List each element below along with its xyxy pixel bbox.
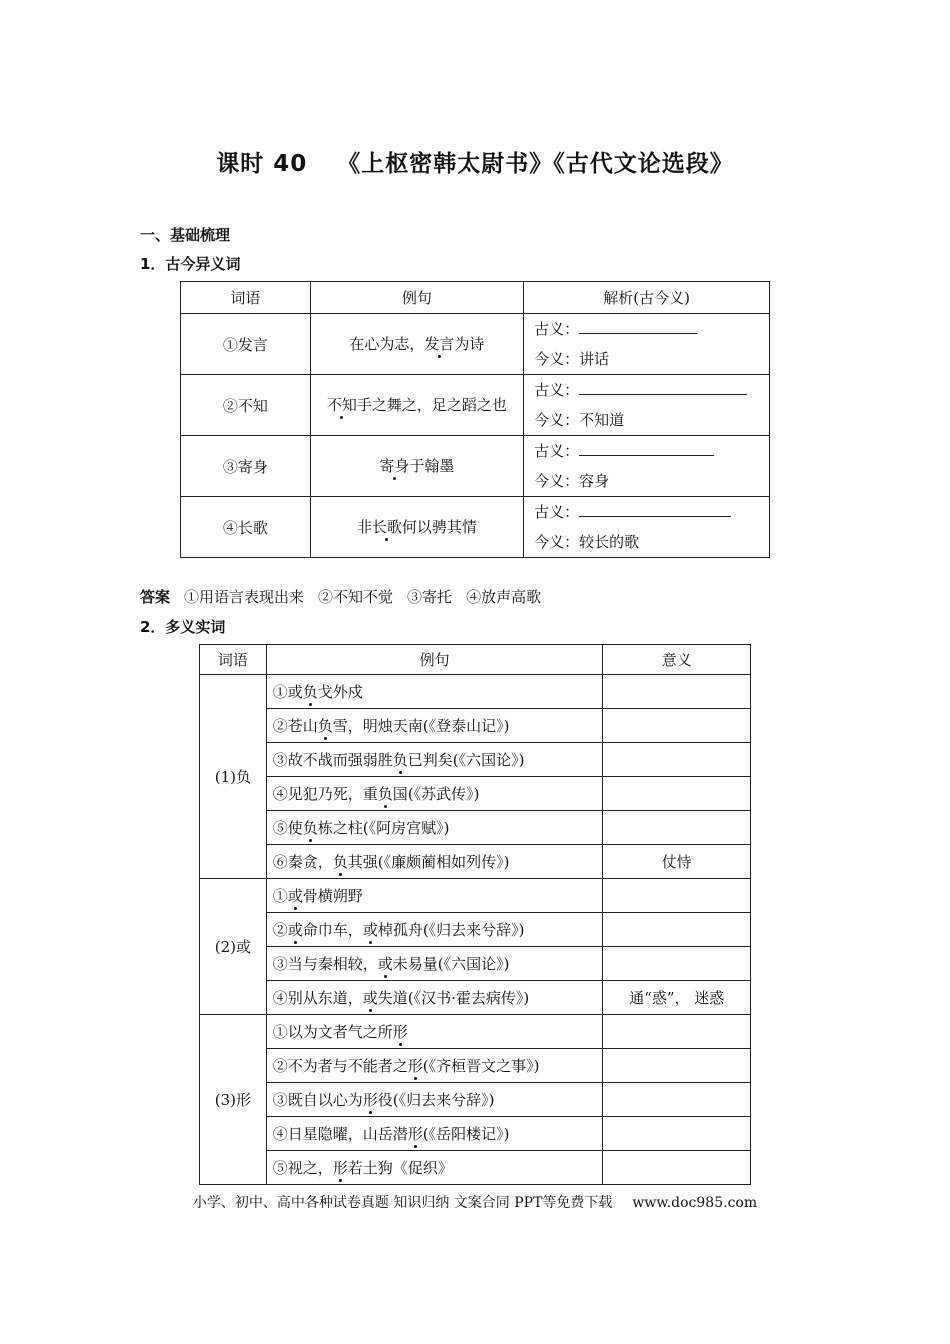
sentence-text: 非 bbox=[356, 517, 372, 536]
sentence-cell bbox=[266, 1083, 603, 1117]
sentence-text: ③既自以心为 bbox=[272, 1091, 363, 1109]
emphasized-word: 负 bbox=[317, 717, 333, 735]
sentence-text: 役(《归去来兮辞》) bbox=[377, 1091, 495, 1109]
word-cell: (1)负 bbox=[200, 675, 267, 879]
header-word: 词语 bbox=[181, 282, 311, 314]
ancient-modern-words-table bbox=[180, 281, 770, 558]
sentence-cell bbox=[266, 743, 603, 777]
table-row bbox=[181, 497, 770, 558]
sentence-text: ①以为文者气之所 bbox=[272, 1023, 393, 1041]
analysis-cell bbox=[524, 497, 770, 558]
sentence-text: ③当与秦相较， bbox=[272, 955, 378, 973]
emphasized-word: 形 bbox=[332, 1159, 348, 1177]
table-row bbox=[200, 709, 751, 743]
meaning-cell bbox=[603, 777, 751, 811]
sentence-cell bbox=[266, 981, 603, 1015]
table-row bbox=[200, 1151, 751, 1185]
table-row bbox=[200, 947, 751, 981]
emphasized-word: 形 bbox=[407, 1125, 423, 1143]
word-cell: ③寄身 bbox=[181, 436, 311, 497]
ancient-label: 古义： bbox=[534, 320, 580, 338]
meaning-cell bbox=[603, 947, 751, 981]
ancient-meaning bbox=[534, 375, 769, 405]
sentence-text: 栋之柱(《阿房宫赋》) bbox=[317, 819, 450, 837]
header-analysis: 解析(古今义) bbox=[524, 282, 770, 314]
ancient-label: 古义： bbox=[534, 442, 580, 460]
sentence-text: 为诗 bbox=[454, 334, 485, 353]
answer-blank bbox=[579, 441, 714, 456]
table-row bbox=[200, 777, 751, 811]
title-works: 《上枢密韩太尉书》《古代文论选段》 bbox=[337, 151, 734, 177]
sentence-text: 国(《苏武传》) bbox=[392, 785, 480, 803]
header-meaning: 意义 bbox=[603, 645, 751, 675]
sentence-text: ④见犯乃死，重 bbox=[272, 785, 378, 803]
meaning-cell bbox=[603, 709, 751, 743]
emphasized-word: 或 bbox=[287, 887, 303, 905]
emphasized-word: 形 bbox=[392, 1023, 408, 1041]
sentence-text: ① bbox=[272, 887, 288, 905]
sentence-text: 于翰墨 bbox=[409, 456, 455, 475]
emphasized-word: 或 bbox=[377, 955, 393, 973]
example-cell bbox=[310, 497, 524, 558]
sentence-cell bbox=[266, 879, 603, 913]
word-cell: (3)形 bbox=[200, 1015, 267, 1185]
ancient-label: 古义： bbox=[534, 381, 580, 399]
emphasized-word: 形 bbox=[407, 1057, 423, 1075]
sentence-text: (《岳阳楼记》) bbox=[422, 1125, 510, 1143]
sentence-text: 何以骋其情 bbox=[401, 517, 477, 536]
answer-blank bbox=[579, 502, 731, 517]
meaning-cell: 仗恃 bbox=[603, 845, 751, 879]
sentence-text: ⑤使 bbox=[272, 819, 303, 837]
sentence-text: ⑤视之， bbox=[272, 1159, 333, 1177]
polysemous-words-table bbox=[199, 644, 751, 1185]
emphasized-word: 负 bbox=[332, 853, 348, 871]
sentence-text: 命巾车， bbox=[302, 921, 363, 939]
ancient-meaning bbox=[534, 436, 769, 466]
table-row bbox=[200, 1117, 751, 1151]
emphasized-word: 负 bbox=[302, 819, 318, 837]
emphasized-word: 或 bbox=[362, 921, 378, 939]
table-row bbox=[200, 743, 751, 777]
modern-meaning: 今义：较长的歌 bbox=[534, 533, 640, 551]
header-word: 词语 bbox=[200, 645, 267, 675]
table-row bbox=[181, 375, 770, 436]
footer-text: 小学、初中、高中各种试卷真题 知识归纳 文案合同 PPT等免费下载 bbox=[192, 1195, 613, 1211]
meaning-cell bbox=[603, 1015, 751, 1049]
meaning-cell bbox=[603, 1117, 751, 1151]
sentence-cell bbox=[266, 1015, 603, 1049]
meaning-cell bbox=[603, 879, 751, 913]
sentence-text: 骨横朔野 bbox=[302, 887, 363, 905]
sentence-text: 手之舞之，足之蹈之也 bbox=[356, 395, 507, 414]
sentence-text: 已判矣(《六国论》) bbox=[407, 751, 525, 769]
word-cell: ①发言 bbox=[181, 314, 311, 375]
sentence-cell bbox=[266, 913, 603, 947]
page-footer bbox=[0, 1192, 950, 1212]
meaning-cell: 通“惑”， 迷惑 bbox=[603, 981, 751, 1015]
answer-blank bbox=[579, 380, 747, 395]
table-row bbox=[200, 981, 751, 1015]
emphasized-word: 负 bbox=[392, 751, 408, 769]
header-example: 例句 bbox=[266, 645, 603, 675]
subheading-ancient-modern-words: 1．古今异义词 bbox=[140, 255, 241, 273]
sentence-text: 未易量(《六国论》) bbox=[392, 955, 510, 973]
sentence-text: 戈外戍 bbox=[317, 683, 363, 701]
example-cell bbox=[310, 436, 524, 497]
ancient-label: 古义： bbox=[534, 503, 580, 521]
sentence-text: 在心为志， bbox=[349, 334, 425, 353]
emphasized-word: 寄身 bbox=[379, 456, 410, 475]
ancient-meaning bbox=[534, 497, 769, 527]
sentence-text: ②苍山 bbox=[272, 717, 318, 735]
sentence-text: ①或 bbox=[272, 683, 303, 701]
page-title bbox=[0, 145, 950, 178]
meaning-cell bbox=[603, 1151, 751, 1185]
header-example: 例句 bbox=[310, 282, 524, 314]
meaning-cell bbox=[603, 743, 751, 777]
sentence-text: ⑥秦贪， bbox=[272, 853, 333, 871]
meaning-cell bbox=[603, 811, 751, 845]
sentence-text: 其强(《廉颇蔺相如列传》) bbox=[347, 853, 510, 871]
word-cell: ④长歌 bbox=[181, 497, 311, 558]
table-row bbox=[200, 811, 751, 845]
emphasized-word: 长歌 bbox=[371, 517, 402, 536]
sentence-text: ②不为者与不能者之 bbox=[272, 1057, 408, 1075]
sentence-text: 失道(《汉书·霍去病传》) bbox=[377, 989, 530, 1007]
sentence-cell bbox=[266, 947, 603, 981]
emphasized-word: 发言 bbox=[424, 334, 455, 353]
table-row bbox=[181, 314, 770, 375]
meaning-cell bbox=[603, 913, 751, 947]
table-row bbox=[200, 913, 751, 947]
word-cell: (2)或 bbox=[200, 879, 267, 1015]
emphasized-word: 不知 bbox=[326, 395, 357, 414]
answer-line bbox=[140, 586, 541, 607]
title-lesson: 课时 40 bbox=[216, 151, 308, 177]
word-cell: ②不知 bbox=[181, 375, 311, 436]
sentence-text: ④日星隐曜，山岳潜 bbox=[272, 1125, 408, 1143]
table-row bbox=[200, 879, 751, 913]
sentence-cell bbox=[266, 1151, 603, 1185]
sentence-text: 棹孤舟(《归去来兮辞》) bbox=[377, 921, 525, 939]
sentence-text: ④别从东道， bbox=[272, 989, 363, 1007]
sentence-cell bbox=[266, 777, 603, 811]
table-row bbox=[200, 1083, 751, 1117]
emphasized-word: 负 bbox=[377, 785, 393, 803]
table-row bbox=[200, 675, 751, 709]
sentence-cell bbox=[266, 709, 603, 743]
table-row bbox=[200, 845, 751, 879]
answer-item: ④放声高歌 bbox=[466, 588, 542, 606]
answer-item: ①用语言表现出来 bbox=[184, 588, 305, 606]
emphasized-word: 负 bbox=[302, 683, 318, 701]
meaning-cell bbox=[603, 1049, 751, 1083]
example-cell bbox=[310, 314, 524, 375]
table-header-row bbox=[181, 282, 770, 314]
table-row bbox=[200, 1015, 751, 1049]
sentence-cell bbox=[266, 845, 603, 879]
analysis-cell bbox=[524, 375, 770, 436]
sentence-cell bbox=[266, 1049, 603, 1083]
answer-item: ②不知不觉 bbox=[318, 588, 394, 606]
emphasized-word: 或 bbox=[362, 989, 378, 1007]
footer-url: www.doc985.com bbox=[632, 1195, 758, 1211]
sentence-text: 雪，明烛天南(《登泰山记》) bbox=[332, 717, 510, 735]
modern-meaning: 今义：讲话 bbox=[534, 350, 610, 368]
meaning-cell bbox=[603, 1083, 751, 1117]
analysis-cell bbox=[524, 314, 770, 375]
sentence-text: ③故不战而强弱胜 bbox=[272, 751, 393, 769]
sentence-text: 若土狗《促织》 bbox=[347, 1159, 453, 1177]
answer-blank bbox=[579, 319, 697, 334]
answer-item: ③寄托 bbox=[407, 588, 453, 606]
ancient-meaning bbox=[534, 314, 769, 344]
sentence-cell bbox=[266, 675, 603, 709]
answer-label: 答案 bbox=[140, 588, 171, 606]
analysis-cell bbox=[524, 436, 770, 497]
modern-meaning: 今义：不知道 bbox=[534, 411, 625, 429]
sentence-text: (《齐桓晋文之事》) bbox=[422, 1057, 540, 1075]
emphasized-word: 或 bbox=[287, 921, 303, 939]
table-row bbox=[200, 1049, 751, 1083]
table-row bbox=[181, 436, 770, 497]
table-header-row bbox=[200, 645, 751, 675]
sentence-text: ② bbox=[272, 921, 288, 939]
modern-meaning: 今义：容身 bbox=[534, 472, 610, 490]
sentence-cell bbox=[266, 1117, 603, 1151]
sentence-cell bbox=[266, 811, 603, 845]
example-cell bbox=[310, 375, 524, 436]
emphasized-word: 形 bbox=[362, 1091, 378, 1109]
subheading-polysemous-words: 2．多义实词 bbox=[140, 618, 226, 636]
section-heading-basics: 一、基础梳理 bbox=[140, 226, 231, 244]
meaning-cell bbox=[603, 675, 751, 709]
